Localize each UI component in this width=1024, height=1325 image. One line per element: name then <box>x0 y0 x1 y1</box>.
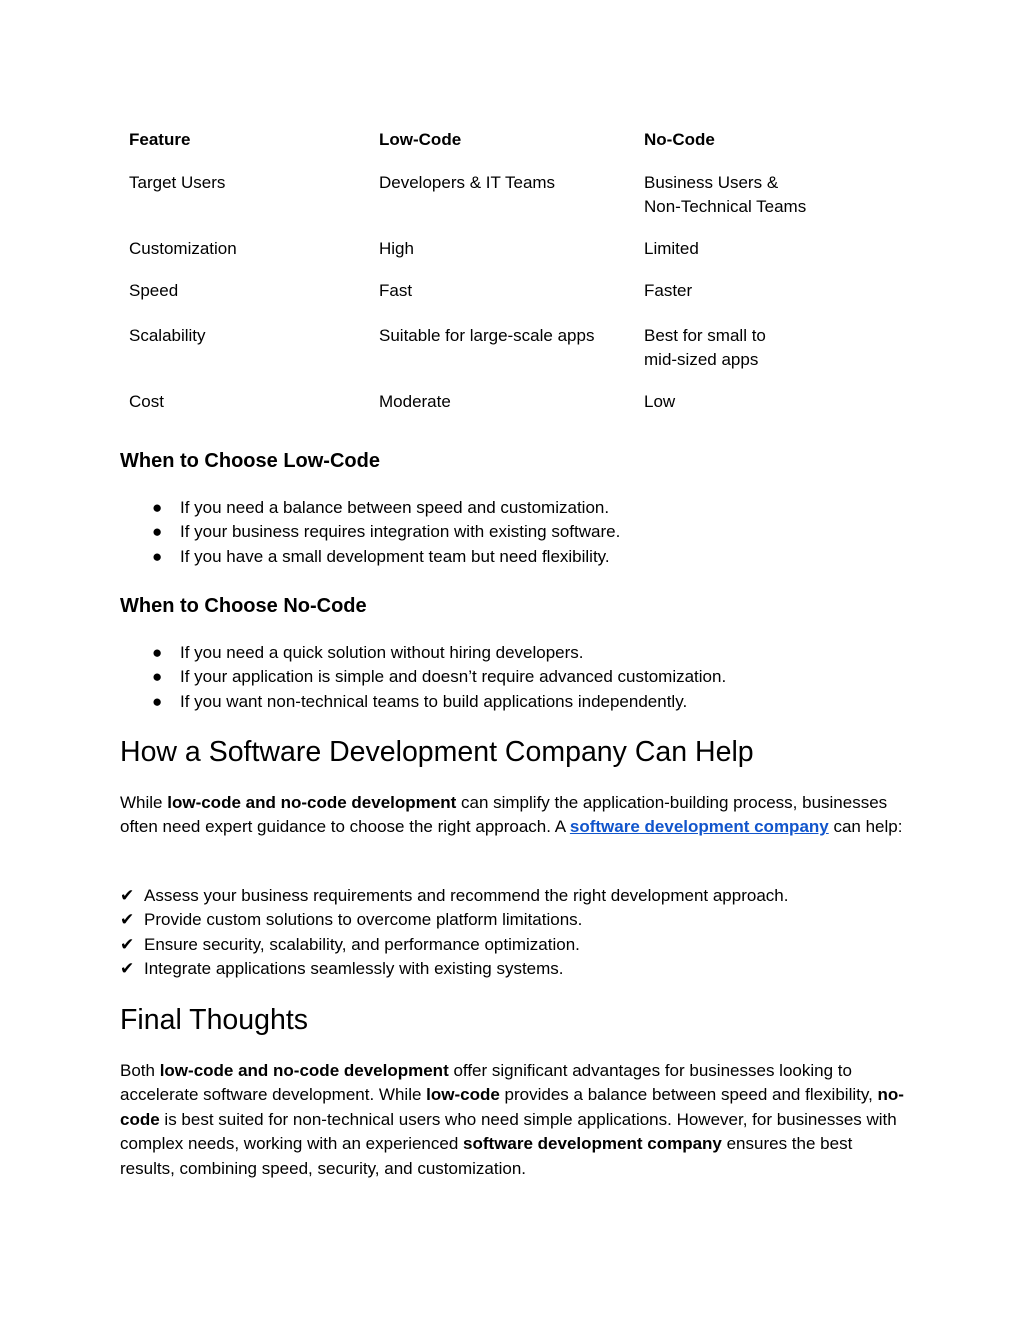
table-cell: Cost <box>129 392 164 411</box>
help-intro-text: While <box>120 793 168 812</box>
final-text: ensures the best results, combining speed, security, and customization. <box>120 1134 853 1178</box>
list-item-text: If your business requires integration with existing software. <box>180 522 621 542</box>
list-item-text: Assess your business requirements and recommend the right development approach. <box>144 886 789 905</box>
help-checklist <box>120 884 788 981</box>
table-cell: Fast <box>379 281 413 300</box>
table-header-cell: Feature <box>129 130 191 149</box>
list-item-text: Ensure security, scalability, and performance optimization. <box>144 934 580 954</box>
check-icon: ✔ <box>120 958 135 978</box>
final-thoughts-paragraph <box>120 1059 910 1181</box>
list-item <box>120 641 726 665</box>
table-cell: Target Users <box>129 173 226 192</box>
help-intro-text: can help: <box>828 817 903 837</box>
table-row <box>129 279 889 303</box>
bullet-icon: ● <box>152 498 163 517</box>
no-code-list <box>120 641 726 714</box>
table-row <box>129 324 889 372</box>
help-intro-paragraph <box>120 791 910 840</box>
no-code-heading: When to Choose No-Code <box>120 595 367 617</box>
list-item <box>120 496 620 520</box>
check-icon: ✔ <box>120 886 135 905</box>
table-cell: Developers & IT Teams <box>379 173 556 192</box>
final-bold: low-code and no-code development <box>159 1061 449 1080</box>
list-item-text: Integrate applications seamlessly with existing systems. <box>144 958 564 978</box>
low-code-heading: When to Choose Low-Code <box>120 450 380 472</box>
table-cell: Customization <box>129 239 237 258</box>
table-cell: Suitable for large-scale apps <box>379 326 595 345</box>
table-cell: Faster <box>644 281 693 300</box>
table-cell: Best for small to mid-sized apps <box>644 326 766 369</box>
list-item <box>120 690 726 714</box>
list-item <box>120 884 788 908</box>
list-item-text: If you need a balance between speed and customization. <box>180 498 610 517</box>
list-item <box>120 933 788 957</box>
check-icon: ✔ <box>120 934 135 954</box>
bullet-icon: ● <box>152 546 163 566</box>
final-text: is best suited for non-technical users who need simple applications. However, for businesses with complex needs, working with an experienced <box>120 1109 897 1154</box>
table-cell: High <box>379 239 414 258</box>
bullet-icon: ● <box>152 691 163 711</box>
software-development-company-link[interactable]: software development company <box>569 817 829 837</box>
bullet-icon: ● <box>152 643 163 662</box>
list-item <box>120 545 620 569</box>
list-item-text: If you need a quick solution without hiring developers. <box>180 643 584 662</box>
final-bold: no-code <box>120 1085 904 1129</box>
check-icon: ✔ <box>120 910 135 930</box>
table-cell: Moderate <box>379 392 451 411</box>
list-item-text: If your application is simple and doesn’t require advanced customization. <box>180 667 727 687</box>
list-item-text: If you have a small development team but need flexibility. <box>180 546 610 566</box>
list-item <box>120 957 788 981</box>
table-row <box>129 390 889 414</box>
final-text: Both <box>120 1061 160 1080</box>
help-intro-bold: low-code and no-code development <box>167 793 457 812</box>
help-intro-text: can simplify the application-building process, businesses often need expert guidance to choose the right approach. A <box>120 793 888 837</box>
table-cell: Speed <box>129 281 179 300</box>
comparison-table <box>129 128 889 414</box>
list-item-text: Provide custom solutions to overcome platform limitations. <box>144 910 583 930</box>
list-item-text: If you want non-technical teams to build applications independently. <box>180 691 688 711</box>
low-code-list <box>120 496 620 569</box>
table-row <box>129 237 889 261</box>
table-header-cell: No-Code <box>644 130 715 149</box>
list-item <box>120 665 726 689</box>
table-row <box>129 171 889 219</box>
final-text: provides a balance between speed and flexibility, <box>499 1085 878 1105</box>
table-header-row <box>129 128 889 152</box>
table-cell: Low <box>644 392 676 411</box>
bullet-icon: ● <box>152 522 163 542</box>
bullet-icon: ● <box>152 667 163 687</box>
final-text: offer significant advantages for businesses looking to accelerate software development. While <box>120 1061 852 1105</box>
help-heading: How a Software Development Company Can Help <box>120 736 754 768</box>
table-cell: Scalability <box>129 326 206 345</box>
final-bold: software development company <box>463 1134 722 1154</box>
final-thoughts-heading: Final Thoughts <box>120 1004 309 1036</box>
final-bold: low-code <box>426 1085 500 1105</box>
list-item <box>120 908 788 932</box>
list-item <box>120 520 620 544</box>
table-header-cell: Low-Code <box>379 130 462 149</box>
table-cell: Business Users & Non-Technical Teams <box>644 173 807 216</box>
table-cell: Limited <box>644 239 699 258</box>
